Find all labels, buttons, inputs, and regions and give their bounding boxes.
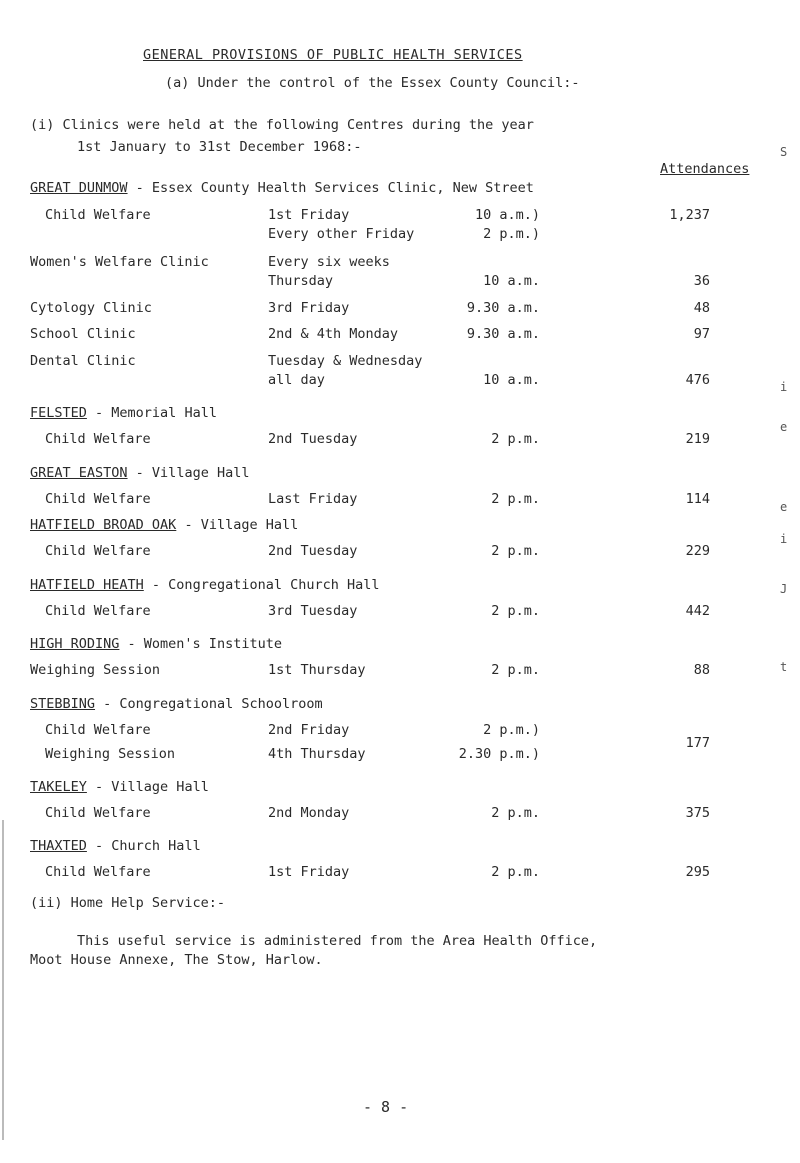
margin-mark: i	[780, 380, 788, 394]
clinic-name: Child Welfare	[45, 864, 151, 880]
clinic-name: Child Welfare	[45, 603, 151, 619]
page-number: - 8 -	[363, 1098, 409, 1116]
venue-name: - Village Hall	[127, 465, 250, 481]
margin-mark: S	[780, 145, 788, 159]
clinic-name: Dental Clinic	[30, 353, 136, 369]
clinic-name: Child Welfare	[45, 722, 151, 738]
clinic-day: Every six weeks	[268, 254, 390, 270]
clinic-time: 2 p.m.	[491, 864, 540, 880]
clinic-day: Last Friday	[268, 491, 358, 507]
clinic-name: Child Welfare	[45, 431, 151, 447]
clinic-time: 10 a.m.)	[474, 207, 540, 223]
clinic-name: Child Welfare	[45, 805, 151, 821]
section-heading-hatfield-broad-oak	[30, 517, 298, 533]
clinic-day: 1st Friday	[268, 864, 350, 880]
attendance-count: 36	[693, 273, 710, 289]
attendance-count: 97	[693, 326, 710, 342]
margin-mark: e	[780, 500, 788, 514]
clinic-time: 2 p.m.)	[483, 226, 540, 242]
margin-mark: e	[780, 420, 788, 434]
clinic-day: 1st Friday	[268, 207, 350, 223]
attendance-count: 375	[685, 805, 710, 821]
venue-name: - Essex County Health Services Clinic, New Street	[127, 180, 534, 196]
clinic-name: Cytology Clinic	[30, 300, 152, 316]
clinic-name: Weighing Session	[45, 746, 176, 762]
clinic-name: Weighing Session	[30, 662, 161, 678]
attendance-count: 1,237	[669, 207, 710, 223]
page-title: GENERAL PROVISIONS OF PUBLIC HEALTH SERVICES	[143, 47, 523, 63]
clinic-day: 2nd & 4th Monday	[268, 326, 399, 342]
clinic-day: 3rd Tuesday	[268, 603, 358, 619]
clinic-day: 3rd Friday	[268, 300, 350, 316]
attendance-count: 177	[685, 735, 710, 751]
clinic-day: Every other Friday	[268, 226, 415, 242]
margin-mark: i	[780, 532, 788, 546]
clinic-day: 4th Thursday	[268, 746, 366, 762]
place-name: THAXTED	[30, 838, 87, 854]
scan-edge	[2, 820, 12, 1140]
intro-i-line2: 1st January to 31st December 1968:-	[77, 139, 362, 155]
clinic-time: 2 p.m.	[491, 431, 540, 447]
intro-a: (a) Under the control of the Essex County Council:-	[165, 75, 580, 91]
clinic-name: Women's Welfare Clinic	[30, 254, 209, 270]
place-name: GREAT EASTON	[30, 465, 128, 481]
section-heading-hatfield-heath	[30, 577, 380, 593]
venue-name: - Women's Institute	[119, 636, 282, 652]
attendance-count: 442	[685, 603, 710, 619]
clinic-day: 1st Thursday	[268, 662, 366, 678]
clinic-day: 2nd Monday	[268, 805, 350, 821]
clinic-name: School Clinic	[30, 326, 136, 342]
attendances-header: Attendances	[660, 161, 750, 177]
place-name: HIGH RODING	[30, 636, 120, 652]
clinic-time: 2 p.m.	[491, 805, 540, 821]
venue-name: - Memorial Hall	[86, 405, 217, 421]
clinic-time: 2 p.m.	[491, 543, 540, 559]
section-heading-great-dunmow	[30, 180, 534, 196]
clinic-day: Thursday	[268, 273, 334, 289]
clinic-time: 2.30 p.m.)	[458, 746, 540, 762]
home-help-line1: This useful service is administered from the Area Health Office,	[77, 933, 598, 949]
place-name: HATFIELD BROAD OAK	[30, 517, 177, 533]
venue-name: - Congregational Church Hall	[143, 577, 380, 593]
clinic-time: 10 a.m.	[483, 273, 540, 289]
attendance-count: 229	[685, 543, 710, 559]
margin-mark: J	[780, 582, 788, 596]
section-heading-thaxted	[30, 838, 201, 854]
attendance-count: 88	[693, 662, 710, 678]
section-heading-stebbing	[30, 696, 323, 712]
place-name: TAKELEY	[30, 779, 87, 795]
clinic-time: 2 p.m.	[491, 662, 540, 678]
section-heading-felsted	[30, 405, 217, 421]
clinic-day: 2nd Friday	[268, 722, 350, 738]
clinic-time: 2 p.m.	[491, 603, 540, 619]
home-help-line2: Moot House Annexe, The Stow, Harlow.	[30, 952, 323, 968]
attendance-count: 476	[685, 372, 710, 388]
section-heading-takeley	[30, 779, 209, 795]
attendance-count: 295	[685, 864, 710, 880]
clinic-time: 9.30 a.m.	[466, 326, 540, 342]
clinic-day: all day	[268, 372, 325, 388]
place-name: GREAT DUNMOW	[30, 180, 128, 196]
clinic-day: 2nd Tuesday	[268, 431, 358, 447]
venue-name: - Congregational Schoolroom	[95, 696, 323, 712]
clinic-day: Tuesday & Wednesday	[268, 353, 423, 369]
place-name: FELSTED	[30, 405, 87, 421]
intro-i-line1: (i) Clinics were held at the following Centres during the year	[30, 117, 534, 133]
clinic-time: 10 a.m.	[483, 372, 540, 388]
venue-name: - Village Hall	[176, 517, 299, 533]
clinic-time: 9.30 a.m.	[466, 300, 540, 316]
clinic-time: 2 p.m.	[491, 491, 540, 507]
attendance-count: 48	[693, 300, 710, 316]
section-heading-high-roding	[30, 636, 282, 652]
place-name: HATFIELD HEATH	[30, 577, 144, 593]
intro-ii: (ii) Home Help Service:-	[30, 895, 226, 911]
clinic-name: Child Welfare	[45, 543, 151, 559]
venue-name: - Village Hall	[86, 779, 209, 795]
venue-name: - Church Hall	[86, 838, 201, 854]
attendance-count: 219	[685, 431, 710, 447]
margin-mark: t	[780, 660, 788, 674]
clinic-name: Child Welfare	[45, 207, 151, 223]
attendance-count: 114	[685, 491, 710, 507]
clinic-time: 2 p.m.)	[483, 722, 540, 738]
clinic-day: 2nd Tuesday	[268, 543, 358, 559]
place-name: STEBBING	[30, 696, 96, 712]
clinic-name: Child Welfare	[45, 491, 151, 507]
section-heading-great-easton	[30, 465, 249, 481]
